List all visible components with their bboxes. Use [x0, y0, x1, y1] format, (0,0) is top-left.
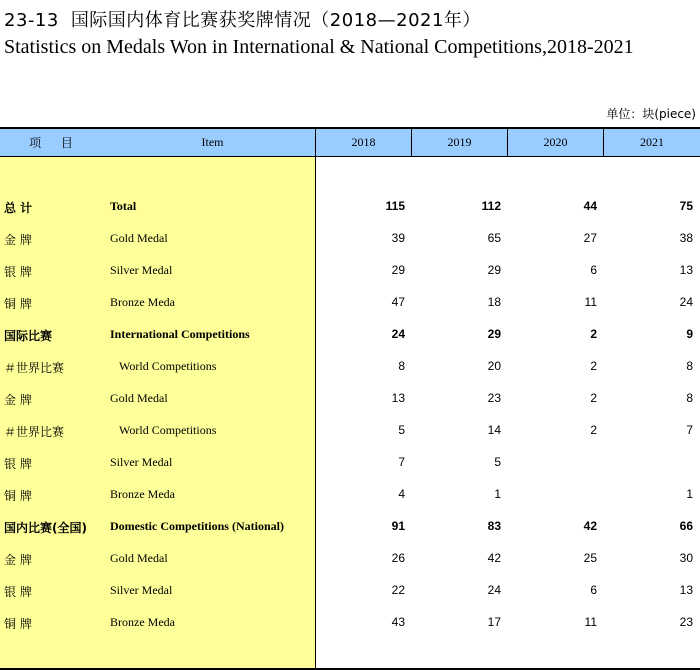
row-label-cn: 银 牌: [4, 265, 32, 279]
row-label-en: Bronze Meda: [110, 295, 175, 309]
table-row: [0, 255, 700, 287]
unit-label: 单位：块(piece): [606, 107, 696, 121]
header-item-cn: 项 目: [0, 129, 110, 156]
table-row: [0, 479, 700, 511]
row-label-cn: ＃世界比赛: [4, 425, 65, 439]
row-label-en: Gold Medal: [110, 551, 168, 565]
cell-2019: 24: [487, 583, 501, 597]
header-year-2020: 2020: [507, 129, 603, 156]
cell-2021: 8: [686, 391, 693, 405]
header-year-2018: 2018: [315, 129, 411, 156]
cell-2020: 11: [584, 295, 597, 309]
row-label-cn: 金 牌: [4, 233, 32, 247]
row-label-en: Bronze Meda: [110, 487, 175, 501]
row-label-cn: 铜 牌: [4, 297, 32, 311]
row-label-en: Silver Medal: [110, 455, 173, 469]
cell-2019: 20: [487, 359, 501, 373]
row-label-en: International Competitions: [110, 327, 250, 341]
cell-2021: 7: [686, 423, 693, 437]
cell-2020: 2: [590, 359, 597, 373]
cell-2019: 18: [487, 295, 501, 309]
cell-2019: 1: [494, 487, 501, 501]
cell-2018: 43: [391, 615, 405, 629]
cell-2018: 7: [398, 455, 405, 469]
cell-2019: 112: [481, 199, 501, 213]
row-label-en: Silver Medal: [110, 263, 173, 277]
cell-2021: 75: [679, 199, 693, 213]
cell-2018: 115: [385, 199, 405, 213]
table-row: [0, 447, 700, 479]
row-label-cn: 铜 牌: [4, 489, 32, 503]
cell-2021: 9: [686, 327, 693, 341]
cell-2021: 1: [686, 487, 693, 501]
cell-2019: 83: [487, 519, 501, 533]
header-item-en: Item: [110, 129, 315, 156]
cell-2021: 13: [679, 583, 693, 597]
cell-2020: 2: [590, 391, 597, 405]
row-label-cn: 银 牌: [4, 585, 32, 599]
cell-2018: 8: [398, 359, 405, 373]
cell-2018: 13: [391, 391, 405, 405]
row-label-cn: 铜 牌: [4, 617, 32, 631]
header-year-2019: 2019: [411, 129, 507, 156]
table-row: [0, 223, 700, 255]
cell-2018: 5: [398, 423, 405, 437]
header-year-2021: 2021: [603, 129, 700, 156]
row-label-en: Silver Medal: [110, 583, 173, 597]
cell-2021: 66: [679, 519, 693, 533]
cell-2018: 26: [391, 551, 405, 565]
cell-2018: 4: [398, 487, 405, 501]
cell-2021: 8: [686, 359, 693, 373]
cell-2020: 2: [590, 423, 597, 437]
header-bottom-rule: [0, 156, 700, 157]
table-row: [0, 287, 700, 319]
cell-2020: 11: [584, 615, 597, 629]
cell-2019: 23: [487, 391, 501, 405]
cell-2018: 29: [391, 263, 405, 277]
cell-2019: 17: [487, 615, 501, 629]
row-label-en: Gold Medal: [110, 231, 168, 245]
cell-2020: 42: [583, 519, 597, 533]
table-row: [0, 575, 700, 607]
cell-2019: 5: [494, 455, 501, 469]
cell-2021: 24: [679, 295, 693, 309]
row-label-cn: 国际比赛: [4, 329, 53, 343]
row-label-en: Bronze Meda: [110, 615, 175, 629]
row-label-en: Gold Medal: [110, 391, 168, 405]
row-label-cn: 金 牌: [4, 553, 32, 567]
row-label-en: Domestic Competitions (National): [110, 519, 284, 533]
cell-2021: 38: [679, 231, 693, 245]
row-label-en: World Competitions: [119, 359, 217, 373]
cell-2020: 6: [590, 263, 597, 277]
table-row: [0, 383, 700, 415]
medals-table: [0, 127, 700, 670]
title-cn-text: 国际国内体育比赛获奖牌情况（2018—2021年）: [70, 10, 481, 31]
cell-2021: 23: [679, 615, 693, 629]
cell-2020: 44: [583, 199, 597, 213]
cell-2020: 2: [590, 327, 597, 341]
table-row: [0, 607, 700, 639]
cell-2021: 13: [679, 263, 693, 277]
cell-2018: 24: [391, 327, 405, 341]
table-row: [0, 415, 700, 447]
cell-2020: 27: [583, 231, 597, 245]
table-code: 23-13: [4, 10, 59, 31]
cell-2020: 25: [583, 551, 597, 565]
cell-2019: 42: [487, 551, 501, 565]
row-label-en: World Competitions: [119, 423, 217, 437]
row-label-cn: ＃世界比赛: [4, 361, 65, 375]
table-row: [0, 351, 700, 383]
cell-2018: 91: [391, 519, 405, 533]
row-label-cn: 国内比赛(全国): [4, 521, 87, 535]
cell-2018: 39: [391, 231, 405, 245]
cell-2019: 14: [487, 423, 501, 437]
table-row: [0, 319, 700, 351]
table-row: [0, 191, 700, 223]
row-label-cn: 银 牌: [4, 457, 32, 471]
table-row: [0, 543, 700, 575]
cell-2020: 6: [590, 583, 597, 597]
cell-2019: 29: [487, 327, 501, 341]
row-label-cn: 金 牌: [4, 393, 32, 407]
cell-2018: 47: [391, 295, 405, 309]
page-title-en: Statistics on Medals Won in International & National Competitions,2018-2021: [4, 36, 634, 58]
cell-2021: 30: [679, 551, 693, 565]
cell-2019: 29: [487, 263, 501, 277]
cell-2019: 65: [487, 231, 501, 245]
page-title-cn: [4, 6, 481, 32]
cell-2018: 22: [391, 583, 405, 597]
row-label-cn: 总 计: [4, 201, 33, 215]
row-label-en: Total: [110, 199, 137, 213]
table-row: [0, 511, 700, 543]
